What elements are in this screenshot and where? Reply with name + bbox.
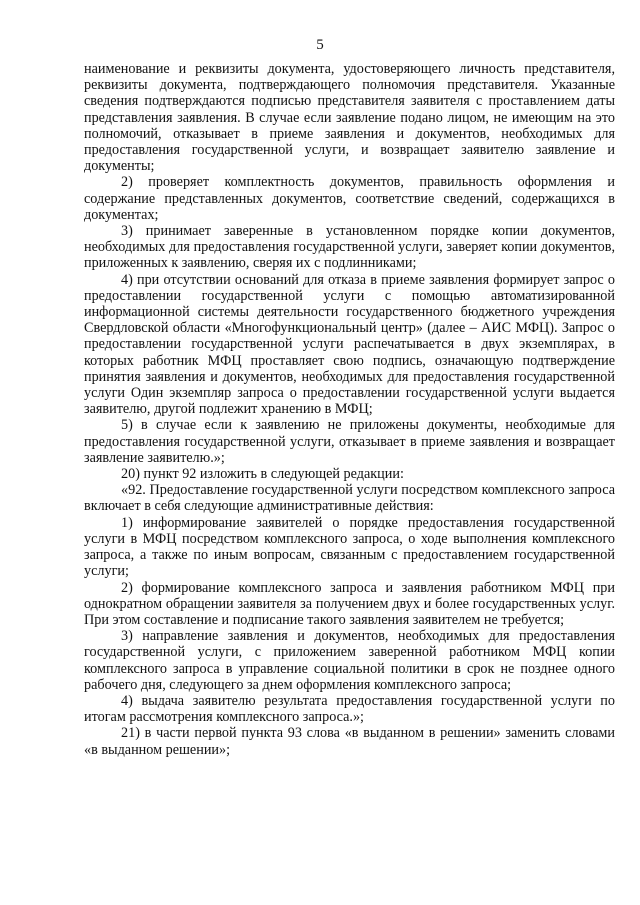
paragraph-12: 21) в части первой пункта 93 слова «в выданном в решении» заменить словами «в выданном решении»; <box>84 725 615 758</box>
paragraph-7: «92. Предоставление государственной услуги посредством комплексного запроса включает в себя следующие административные действия: <box>84 482 615 515</box>
document-body <box>84 61 615 758</box>
paragraph-9: 2) формирование комплексного запроса и заявления работником МФЦ при однократном обращении заявителя за получением двух и более государственных услуг. При этом составление и подписание такого заявления заявителем не требуется; <box>84 579 615 628</box>
paragraph-2: 2) проверяет комплектность документов, правильность оформления и содержание представленных документов, соответствие сведений, содержащихся в документах; <box>84 174 615 223</box>
paragraph-3: 3) принимает заверенные в установленном порядке копии документов, необходимых для предоставления государственной услуги, заверяет копии документов, приложенных к заявлению, сверяя их с подлинниками; <box>84 223 615 272</box>
paragraph-8: 1) информирование заявителей о порядке предоставления государственной услуги в МФЦ посредством комплексного запроса, о ходе выполнения комплексного запроса, а также по иным вопросам, связанным с предоставлением государственной услуги; <box>84 514 615 580</box>
page-number: 5 <box>316 37 324 53</box>
paragraph-11: 4) выдача заявителю результата предоставления государственной услуги по итогам рассмотрения комплексного запроса.»; <box>84 692 615 726</box>
paragraph-5: 5) в случае если к заявлению не приложены документы, необходимые для предоставления государственной услуги, отказывает в приеме заявления и возвращает заявление заявителю.»; <box>84 417 615 466</box>
paragraph-1: наименование и реквизиты документа, удостоверяющего личность представителя, реквизиты документа, подтверждающего полномочия представителя. Указанные сведения подтверждаются подписью представителя заявителя с проставлением даты представления заявления. В случае если заявление подано лицом, не имеющим на это полномочий, отказывает в приеме заявления и документов, необходимых для предоставления государственной услуги, и возвращает заявителю заявление и документы; <box>84 61 615 175</box>
paragraph-10: 3) направление заявления и документов, необходимых для предоставления государственной услуги, с приложением заверенной работником МФЦ копии комплексного запроса в управление социальной политики в срок не позднее одного рабочего дня, следующего за днем оформления комплексного запроса; <box>84 628 615 693</box>
paragraph-4: 4) при отсутствии оснований для отказа в приеме заявления формирует запрос о предоставлении государственной услуги с помощью автоматизированной информационной системы деятельности государственного бюджетного учреждения Свердловской области «Многофункциональный центр» (далее – АИС МФЦ). Запрос о предоставлении государственной услуги распечатывается в двух экземплярах, в которых работник МФЦ проставляет свою подпись, означающую подтверждение принятия заявления и документов, необходимых для предоставления государственной услуги Один экземпляр запроса о предоставлении государственной услуги выдается заявителю, другой подлежит хранению в МФЦ; <box>84 271 615 418</box>
paragraph-6: 20) пункт 92 изложить в следующей редакции: <box>121 466 404 483</box>
